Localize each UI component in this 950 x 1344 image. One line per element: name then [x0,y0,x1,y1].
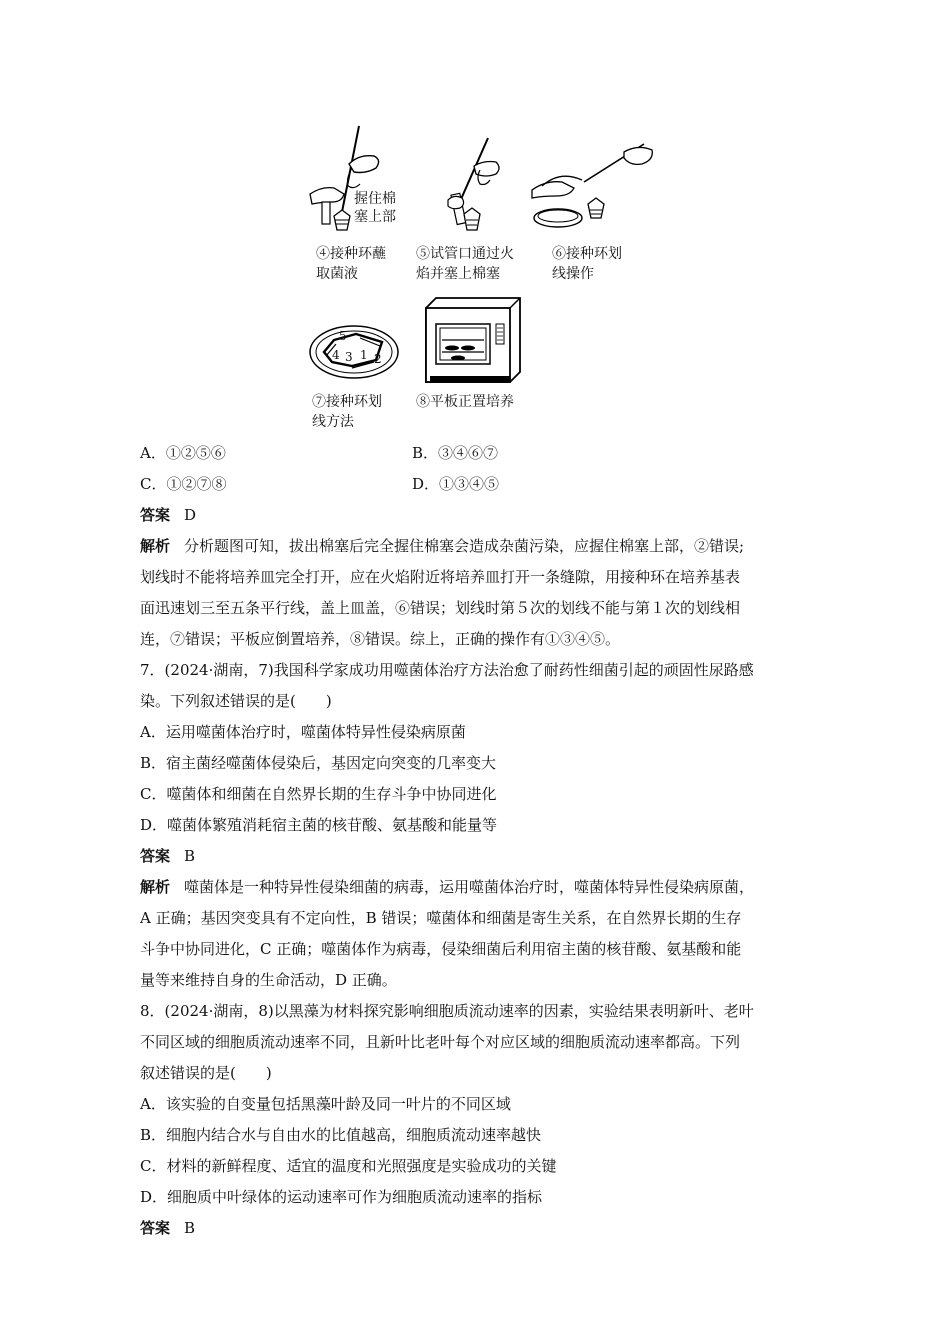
q6-option-row-1 [140,438,499,468]
panel-8-caption: ⑧平板正置培养 [416,394,514,410]
panel-7-region-label-1: 1 [360,348,368,362]
panel-6-illustration [528,138,658,238]
panel-7-region-label-5: 5 [339,329,347,343]
q6-analysis-line-4: 连，⑦错误；平板应倒置培养，⑧错误。综上，正确的操作有①③④⑤。 [140,630,621,648]
panel-5-caption: ⑤试管口通过火 焰并塞上棉塞 [416,246,514,282]
q7-option-b: B．宿主菌经噬菌体侵染后，基因定向突变的几率变大 [140,754,497,772]
q7-option-d: D．噬菌体繁殖消耗宿主菌的核苷酸、氨基酸和能量等 [140,816,498,834]
q6-analysis-line-1: 解析 分析题图可知，拔出棉塞后完全握住棉塞会造成杂菌污染，应握住棉塞上部，②错误; [140,537,745,555]
panel-6-caption: ⑥接种环划 线操作 [552,246,622,282]
q6-option-b: B．③④⑥⑦ [412,444,499,462]
panel-5-illustration [440,134,540,254]
panel-4-hand-label: 握住棉 塞上部 [354,191,396,225]
q6-analysis-line-2: 划线时不能将培养皿完全打开，应在火焰附近将培养皿打开一条缝隙，用接种环在培养基表 [140,568,741,586]
panel-7-caption: ⑦接种环划 线方法 [312,394,382,430]
q6-analysis-label: 解析 [140,537,171,555]
q6-answer-value: D [184,506,197,524]
q7-analysis-line-2: A 正确；基因突变具有不定向性，B 错误；噬菌体和细菌是寄生关系，在自然界长期的生存 [140,909,742,927]
q7-answer-value: B [184,847,196,865]
q8-option-a: A．该实验的自变量包括黑藻叶龄及同一叶片的不同区域 [140,1095,511,1113]
panel-7-streak-plate [306,322,402,382]
panel-4-illustration [304,124,414,244]
q7-stem-line-2: 染。下列叙述错误的是( ) [140,692,332,710]
q6-analysis-line-3: 面迅速划三至五条平行线，盖上皿盖，⑥错误；划线时第５次的划线不能与第１次的划线相 [140,599,741,617]
q7-option-a: A．运用噬菌体治疗时，噬菌体特异性侵染病原菌 [140,723,466,741]
q6-option-c: C．①②⑦⑧ [140,475,227,493]
panel-7-region-label-2: 2 [374,352,382,366]
q7-answer [140,841,195,871]
q8-option-d: D．细胞质中叶绿体的运动速率可作为细胞质流动速率的指标 [140,1188,543,1206]
q7-analysis-line-3: 斗争中协同进化，C 正确；噬菌体作为病毒，侵染细菌后利用宿主菌的核苷酸、氨基酸和能 [140,940,742,958]
q6-option-d: D．①③④⑤ [412,475,500,493]
q6-option-row-2 [140,469,500,499]
figure-inoculation-steps [300,120,660,440]
q6-answer-label: 答案 [140,506,171,524]
q7-analysis-line-4: 量等来维持自身的生命活动，D 正确。 [140,971,397,989]
q6-answer [140,500,196,530]
q7-answer-label: 答案 [140,847,171,865]
q7-analysis-line-1: 解析 噬菌体是一种特异性侵染细菌的病毒，运用噬菌体治疗时，噬菌体特异性侵染病原菌， [140,878,755,896]
panel-7-region-label-3: 3 [345,350,353,364]
q7-stem-line-1: 7．(2024·湖南，7)我国科学家成功用噬菌体治疗方法治愈了耐药性细菌引起的顽固性尿路感 [140,661,754,679]
q8-stem-line-1: 8．(2024·湖南，8)以黑藻为材料探究影响细胞质流动速率的因素，实验结果表明新叶、老叶 [140,1002,754,1020]
q8-option-c: C．材料的新鲜程度、适宜的温度和光照强度是实验成功的关键 [140,1157,557,1175]
q8-answer [140,1213,195,1243]
q8-stem-line-2: 不同区域的细胞质流动速率不同，且新叶比老叶每个对应区域的细胞质流动速率都高。下列 [140,1033,741,1051]
q8-answer-value: B [184,1219,196,1237]
q6-option-a: A．①②⑤⑥ [140,444,226,462]
q8-option-b: B．细胞内结合水与自由水的比值越高，细胞质流动速率越快 [140,1126,542,1144]
panel-8-incubator [422,296,522,386]
q8-stem-line-3: 叙述错误的是( ) [140,1064,272,1082]
q7-analysis-label: 解析 [140,878,171,896]
panel-4-caption: ④接种环蘸 取菌液 [316,246,386,282]
panel-7-region-label-4: 4 [332,348,340,362]
q8-answer-label: 答案 [140,1219,171,1237]
q7-option-c: C．噬菌体和细菌在自然界长期的生存斗争中协同进化 [140,785,497,803]
